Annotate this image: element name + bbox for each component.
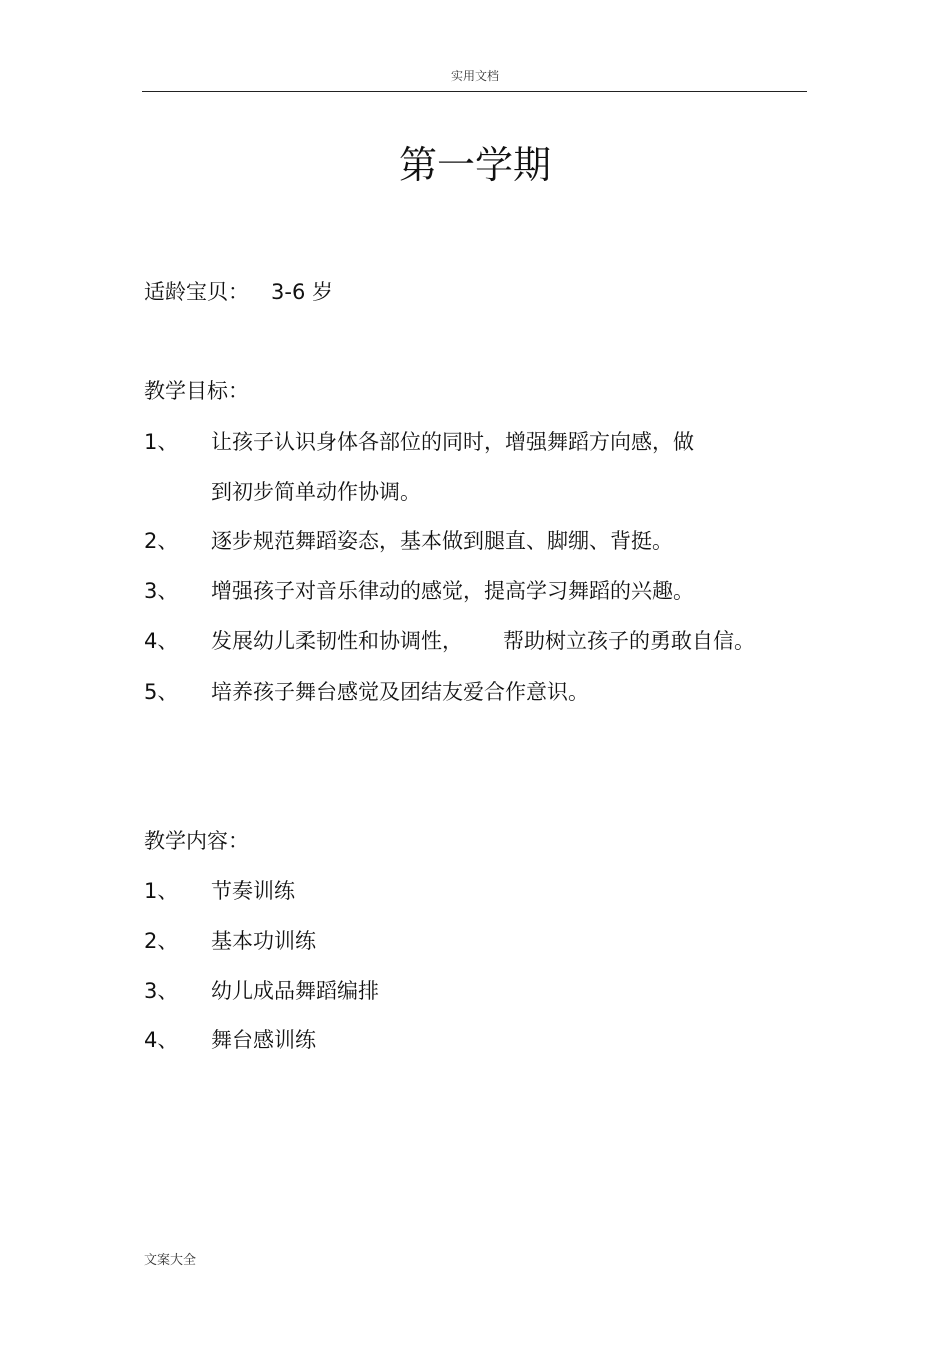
goals-heading: 教学目标：	[144, 379, 249, 403]
content-number: 3、	[144, 979, 179, 1003]
content-number: 2、	[144, 929, 179, 953]
page-footer: 文案大全	[144, 1253, 197, 1268]
content-heading: 教学内容：	[144, 829, 249, 853]
age-line	[144, 279, 333, 305]
goal-number: 2、	[144, 529, 179, 553]
content-text: 幼儿成品舞蹈编排	[211, 979, 379, 1003]
goal-text: 发展幼儿柔韧性和协调性，	[211, 629, 463, 653]
goal-text: 让孩子认识身体各部位的同时，增强舞蹈方向感，做	[211, 430, 694, 454]
age-value: 3-6 岁	[271, 280, 333, 304]
content-text: 基本功训练	[211, 929, 316, 953]
goal-number: 1、	[144, 430, 179, 454]
goal-text: 培养孩子舞台感觉及团结友爱合作意识。	[211, 680, 589, 704]
document-title: 第一学期	[398, 143, 551, 187]
age-label: 适龄宝贝：	[144, 280, 249, 304]
goal-text: 增强孩子对音乐律动的感觉，提高学习舞蹈的兴趣。	[211, 579, 694, 603]
goal-number: 5、	[144, 680, 179, 704]
header-divider	[142, 91, 807, 92]
content-number: 4、	[144, 1028, 179, 1052]
goal-number: 4、	[144, 629, 179, 653]
page-header: 实用文档	[450, 69, 499, 83]
goal-text-wrapper	[211, 628, 755, 654]
goal-text: 逐步规范舞蹈姿态，基本做到腿直、脚绷、背挺。	[211, 529, 673, 553]
content-text: 节奏训练	[211, 879, 295, 903]
goal-number: 3、	[144, 579, 179, 603]
goal-text-b: 帮助树立孩子的勇敢自信。	[503, 629, 755, 653]
content-text: 舞台感训练	[211, 1028, 316, 1052]
content-number: 1、	[144, 879, 179, 903]
goal-text-continued: 到初步简单动作协调。	[211, 480, 421, 504]
